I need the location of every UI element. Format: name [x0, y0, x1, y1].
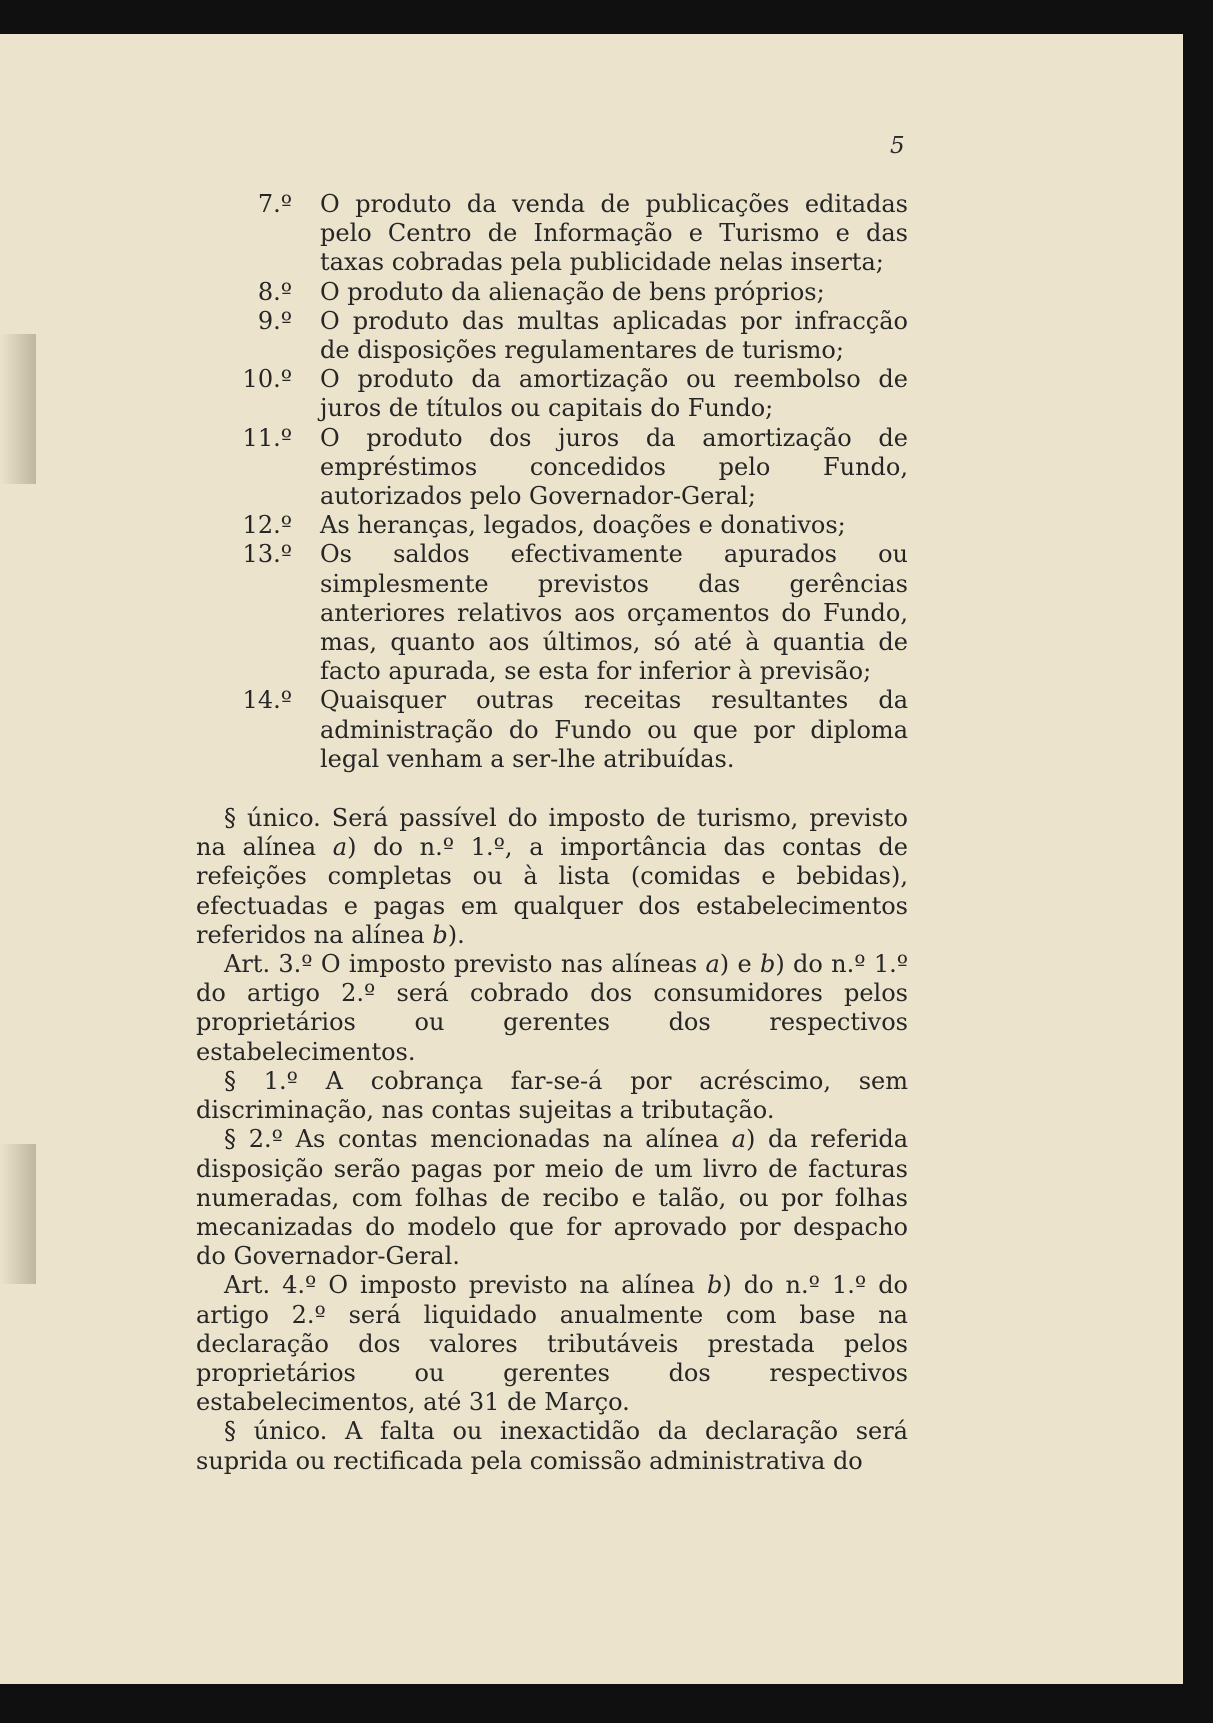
item-number: 10.º	[242, 365, 292, 394]
item-text: O produto das multas aplicadas por infracção de disposições regulamentares de turismo;	[320, 306, 908, 365]
paragraph-art3-section-1: § 1.º A cobrança far-se-á por acréscimo, sem discriminação, nas contas sujeitas a tributação.	[196, 1066, 908, 1125]
paragraph-article-3: Art. 3.º O imposto previsto nas alíneas a) e b) do n.º 1.º do artigo 2.º será cobrado dos consumidores pelos proprietários ou gerentes dos respectivos estabelecimentos.	[196, 950, 908, 1066]
document-page	[0, 34, 1183, 1684]
paragraph-art3-section-2: § 2.º As contas mencionadas na alínea a) da referida disposição serão pagas por meio de um livro de facturas numeradas, com folhas de recibo e talão, ou por folhas mecanizadas do modelo que for aprovado por despacho do Governador-Geral.	[196, 1125, 909, 1271]
list-item	[196, 686, 908, 774]
item-text: As heranças, legados, doações e donativos;	[320, 511, 846, 540]
paragraph-single-paragraph-art2: § único. Será passível do imposto de turismo, previsto na alínea a) do n.º 1.º, a importância das contas de refeições completas ou à lista (comidas e bebidas), efectuadas e pagas em qualquer dos estabelecimentos referidos na alínea b).	[196, 804, 908, 949]
list-item	[196, 424, 908, 512]
item-number: 11.º	[242, 423, 292, 452]
paragraph-article-4: Art. 4.º O imposto previsto na alínea b) do n.º 1.º do artigo 2.º será liquidado anualmente com base na declaração dos valores tributáveis prestada pelos proprietários ou gerentes dos respectivos estabelecimentos, até 31 de Março.	[196, 1271, 909, 1417]
binding-shadow	[0, 334, 36, 484]
list-item	[196, 190, 908, 278]
item-text: O produto da venda de publicações editadas pelo Centro de Informação e Turismo e das taxas cobradas pela publicidade nelas inserta;	[320, 190, 908, 277]
item-text: O produto da amortização ou reembolso de juros de títulos ou capitais do Fundo;	[320, 365, 908, 423]
list-item	[196, 511, 908, 540]
item-number: 13.º	[242, 540, 292, 569]
item-number: 8.º	[257, 277, 292, 306]
numbered-list	[196, 190, 908, 774]
item-text: O produto dos juros da amortização de empréstimos concedidos pelo Fundo, autorizados pelo Governador-Geral;	[320, 423, 908, 511]
list-item	[196, 540, 908, 686]
item-number: 14.º	[242, 686, 292, 715]
binding-shadow	[0, 1144, 36, 1284]
list-item	[196, 278, 908, 307]
list-item	[196, 365, 908, 423]
page-number: 5	[890, 133, 905, 159]
item-number: 7.º	[257, 190, 292, 218]
page-body	[196, 190, 908, 1476]
item-number: 12.º	[242, 511, 292, 540]
paragraph-art4-single-paragraph: § único. A falta ou inexactidão da declaração será suprida ou rectificada pela comissão administrativa do	[196, 1417, 908, 1475]
item-text: Quaisquer outras receitas resultantes da administração do Fundo ou que por diploma legal venham a ser-lhe atribuídas.	[320, 686, 908, 773]
list-item	[196, 307, 908, 365]
item-text: Os saldos efectivamente apurados ou simplesmente previstos das gerências anteriores relativos aos orçamentos do Fundo, mas, quanto aos últimos, só até à quantia de facto apurada, se esta for inferior à previsão;	[320, 540, 908, 686]
item-number: 9.º	[257, 306, 292, 335]
item-text: O produto da alienação de bens próprios;	[320, 277, 825, 306]
